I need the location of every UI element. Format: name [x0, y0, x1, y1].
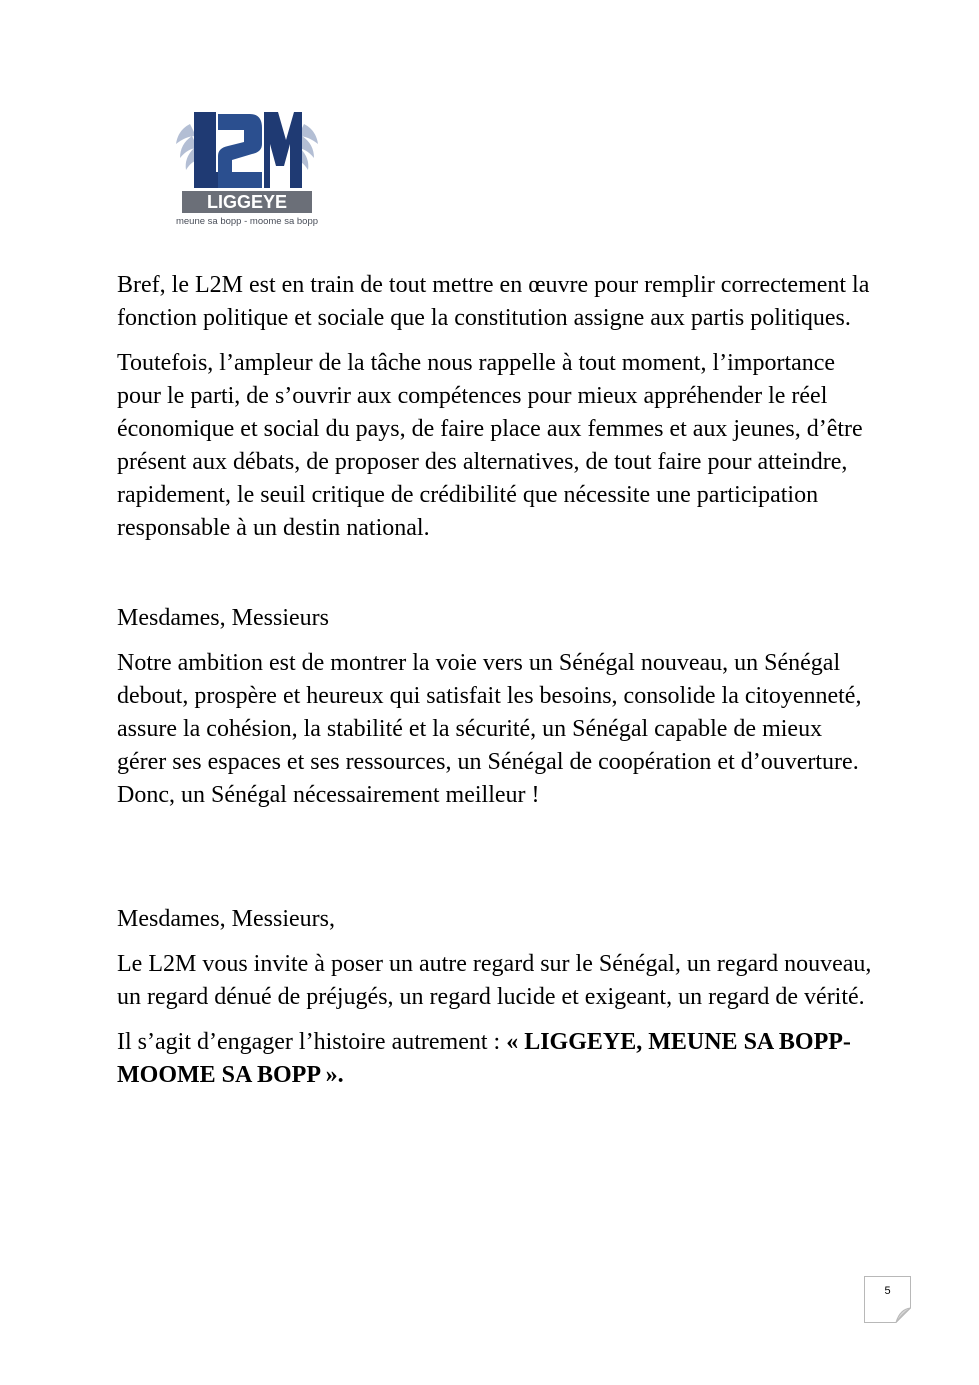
- paragraph-3: Notre ambition est de montrer la voie vers un Sénégal nouveau, un Sénégal debout, prospère et heureux qui satisfait les besoins, consolide la citoyenneté, assure la cohésion, la stabilité et la sécurité, un Sénégal capable de mieux gérer ses espaces et ses ressources, un Sénégal de coopération et d’ouverture. Donc, un Sénégal nécessairement meilleur !: [117, 650, 862, 808]
- closing-intro: Il s’agit d’engager l’histoire autrement :: [117, 1029, 507, 1055]
- paragraph-2: Toutefois, l’ampleur de la tâche nous rappelle à tout moment, l’importance pour le parti, de s’ouvrir aux compétences pour mieux appréhender le réel économique et social du pays, de faire place aux femmes et aux jeunes, d’être présent aux débats, de proposer des alternatives, de tout faire pour atteindre, rapidement, le seuil critique de crédibilité que nécessite une participation responsable à un destin national.: [117, 350, 863, 541]
- page-curl-icon: [864, 1276, 911, 1323]
- document-body: [117, 269, 877, 1092]
- paragraph-1: Bref, le L2M est en train de tout mettre en œuvre pour remplir correctement la fonction politique et sociale que la constitution assigne aux partis politiques.: [117, 272, 870, 331]
- closing-slogan: « LIGGEYE, MEUNE SA BOPP-MOOME SA BOPP ».: [117, 1029, 851, 1088]
- page-number-badge: [864, 1276, 911, 1323]
- page-number: 5: [884, 1285, 891, 1297]
- salutation-2: Mesdames, Messieurs,: [117, 906, 335, 932]
- logo-slogan: meune sa bopp - moome sa bopp: [175, 216, 319, 227]
- l2m-liggeye-logo: [172, 110, 322, 228]
- paragraph-4: Le L2M vous invite à poser un autre regard sur le Sénégal, un regard nouveau, un regard dénué de préjugés, un regard lucide et exigeant, un regard de vérité.: [117, 951, 872, 1010]
- salutation-1: Mesdames, Messieurs: [117, 605, 329, 631]
- paragraph-5: [117, 1026, 877, 1092]
- logo-name: LIGGEYE: [206, 192, 288, 212]
